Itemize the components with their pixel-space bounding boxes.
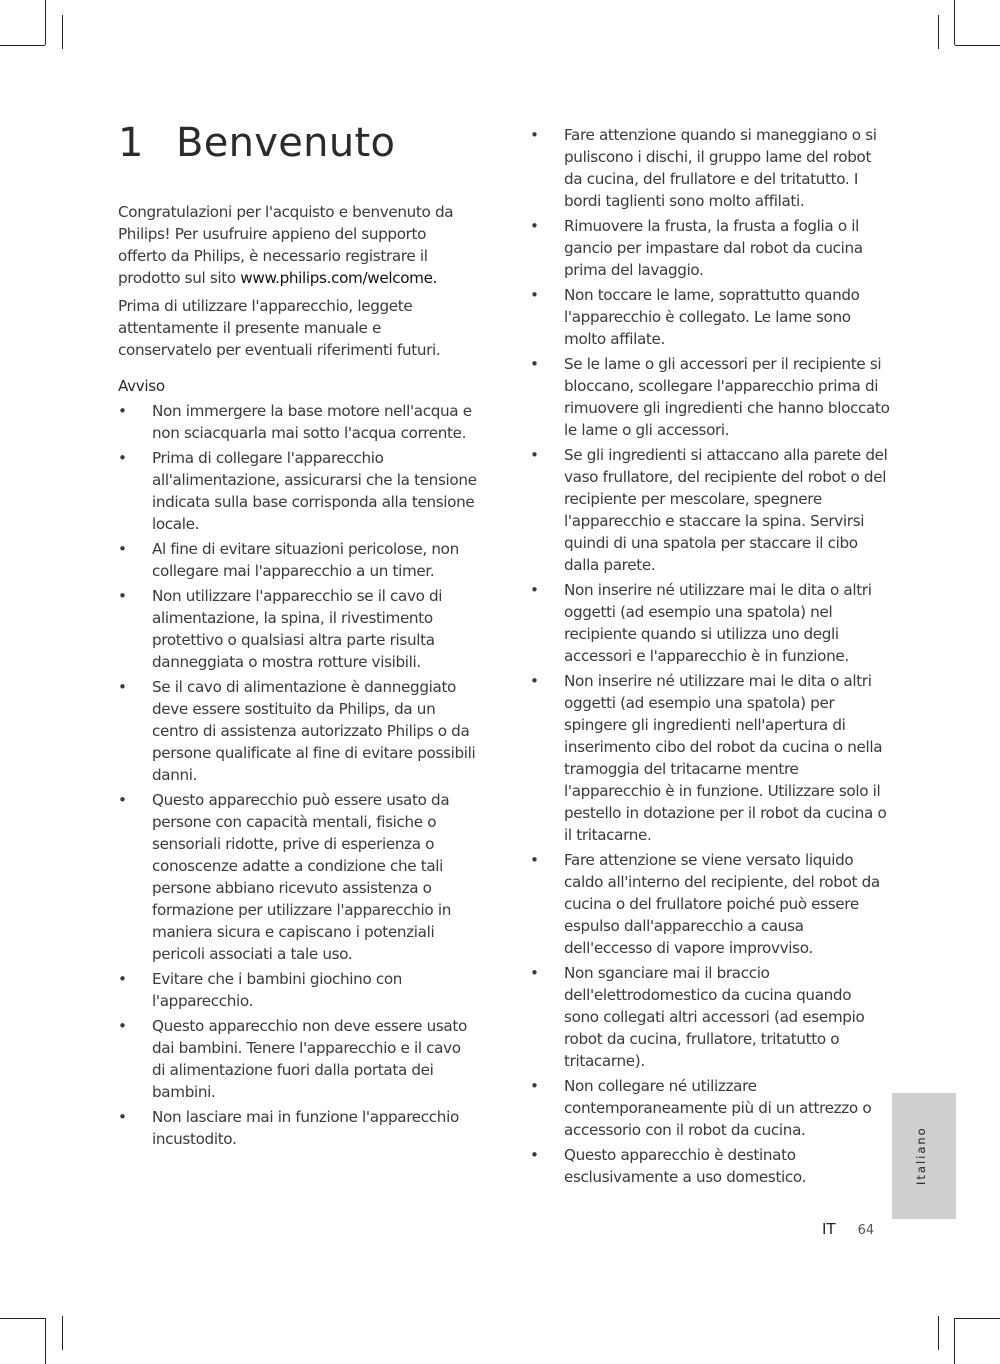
bullet-icon: • (118, 540, 127, 558)
bullet-icon: • (530, 851, 539, 869)
list-item (118, 676, 478, 786)
bullet-icon: • (118, 587, 127, 605)
warning-list (118, 400, 478, 1153)
list-item (530, 444, 890, 576)
list-item-text: Prima di collegare l'apparecchio all'alimentazione, assicurarsi che la tensione indicata sulla base corrisponda alla tensione locale. (152, 449, 477, 533)
list-item-text: Non utilizzare l'apparecchio se il cavo di alimentazione, la spina, il rivestimento protettivo o qualsiasi altra parte risulta danneggiata o mostra rotture visibili. (152, 587, 443, 671)
bullet-icon: • (530, 355, 539, 373)
list-item-text: Se gli ingredienti si attaccano alla parete del vaso frullatore, del recipiente del robot o del recipiente per mescolare, spegnere l'apparecchio e staccare la spina. Servirsi quindi di una spatola per staccare il cibo dalla parete. (564, 446, 888, 574)
bullet-icon: • (118, 402, 127, 420)
list-item-text: Evitare che i bambini giochino con l'apparecchio. (152, 970, 403, 1010)
chapter-title: Benvenuto (176, 120, 396, 166)
list-item (118, 585, 478, 673)
list-item-text: Questo apparecchio può essere usato da persone con capacità mentali, fisiche o sensoriali ridotte, prive di esperienza o conoscenze adatte a condizione che tali persone abbiano ricevuto assistenza o formazione per utilizzare l'apparecchio in maniera sicura e capiscano i potenziali pericoli associati a tale uso. (152, 791, 451, 963)
intro-paragraph (118, 201, 478, 289)
language-code: IT (822, 1220, 836, 1238)
list-item (530, 670, 890, 846)
list-item (118, 1106, 478, 1150)
list-item (530, 1144, 890, 1188)
list-item-text: Non toccare le lame, soprattutto quando l'apparecchio è collegato. Le lame sono molto affilate. (564, 286, 860, 348)
list-item-text: Non collegare né utilizzare contemporaneamente più di un attrezzo o accessorio con il robot da cucina. (564, 1077, 872, 1139)
bullet-icon: • (118, 1017, 127, 1035)
page-title (118, 120, 395, 166)
bullet-icon: • (530, 446, 539, 464)
list-item (118, 789, 478, 965)
chapter-number: 1 (118, 120, 144, 166)
list-item (118, 538, 478, 582)
warning-heading: Avviso (118, 377, 165, 395)
bullet-icon: • (530, 126, 539, 144)
list-item (530, 284, 890, 350)
bullet-icon: • (530, 217, 539, 235)
page-footer (822, 1220, 874, 1238)
list-item-text: Al fine di evitare situazioni pericolose, non collegare mai l'apparecchio a un timer. (152, 540, 459, 580)
list-item-text: Non inserire né utilizzare mai le dita o altri oggetti (ad esempio una spatola) per spingere gli ingredienti nell'apertura di inserimento cibo del robot da cucina o nella tramoggia del tritacarne mentre l'apparecchio è in funzione. Utilizzare solo il pestello in dotazione per il robot da cucina o il tritacarne. (564, 672, 887, 844)
list-item-text: Questo apparecchio è destinato esclusivamente a uso domestico. (564, 1146, 807, 1186)
list-item-text: Se il cavo di alimentazione è danneggiato deve essere sostituito da Philips, da un centro di assistenza autorizzato Philips o da persone qualificate al fine di evitare possibili danni. (152, 678, 476, 784)
bullet-icon: • (118, 970, 127, 988)
list-item-text: Fare attenzione quando si maneggiano o si puliscono i dischi, il gruppo lame del robot da cucina, del frullatore e del tritatutto. I bordi taglienti sono molto affilati. (564, 126, 877, 210)
bullet-icon: • (530, 964, 539, 982)
list-item-text: Non immergere la base motore nell'acqua e non sciacquarla mai sotto l'acqua corrente. (152, 402, 472, 442)
side-tab-label: Italiano (914, 1126, 928, 1185)
list-item (530, 353, 890, 441)
page-number: 64 (857, 1223, 875, 1238)
intro-paragraph-2: Prima di utilizzare l'apparecchio, leggete attentamente il presente manuale e conservatelo per eventuali riferimenti futuri. (118, 297, 441, 359)
list-item-text: Non lasciare mai in funzione l'apparecchio incustodito. (152, 1108, 459, 1148)
list-item-text: Se le lame o gli accessori per il recipiente si bloccano, scollegare l'apparecchio prima di rimuovere gli ingredienti che hanno bloccato le lame o gli accessori. (564, 355, 890, 439)
list-item-text: Questo apparecchio non deve essere usato dai bambini. Tenere l'apparecchio e il cavo di alimentazione fuori dalla portata dei bambini. (152, 1017, 467, 1101)
list-item (118, 1015, 478, 1103)
bullet-icon: • (118, 1108, 127, 1126)
bullet-icon: • (530, 286, 539, 304)
list-item (530, 849, 890, 959)
warning-list-continued (530, 124, 890, 1191)
list-item (530, 579, 890, 667)
list-item (530, 962, 890, 1072)
list-item (530, 215, 890, 281)
language-side-tab (892, 1093, 956, 1219)
list-item-text: Non sganciare mai il braccio dell'elettrodomestico da cucina quando sono collegati altri accessori (ad esempio robot da cucina, frullatore, tritatutto o tritacarne). (564, 964, 865, 1070)
list-item (118, 447, 478, 535)
list-item (118, 400, 478, 444)
list-item-text: Rimuovere la frusta, la frusta a foglia o il gancio per impastare dal robot da cucina prima del lavaggio. (564, 217, 863, 279)
registration-link[interactable]: www.philips.com/welcome. (240, 269, 438, 287)
list-item (530, 124, 890, 212)
intro-text: Congratulazioni per l'acquisto e benvenuto da Philips! Per usufruire appieno del supporto offerto da Philips, è necessario registrare il prodotto sul sito (118, 203, 454, 287)
list-item-text: Fare attenzione se viene versato liquido caldo all'interno del recipiente, del robot da cucina o del frullatore poiché può essere espulso dall'apparecchio a causa dell'eccesso di vapore improvviso. (564, 851, 880, 957)
bullet-icon: • (118, 678, 127, 696)
list-item-text: Non inserire né utilizzare mai le dita o altri oggetti (ad esempio una spatola) nel recipiente quando si utilizza uno degli accessori e l'apparecchio è in funzione. (564, 581, 872, 665)
bullet-icon: • (118, 791, 127, 809)
list-item (118, 968, 478, 1012)
list-item (530, 1075, 890, 1141)
bullet-icon: • (530, 1146, 539, 1164)
bullet-icon: • (530, 581, 539, 599)
bullet-icon: • (530, 1077, 539, 1095)
bullet-icon: • (118, 449, 127, 467)
bullet-icon: • (530, 672, 539, 690)
